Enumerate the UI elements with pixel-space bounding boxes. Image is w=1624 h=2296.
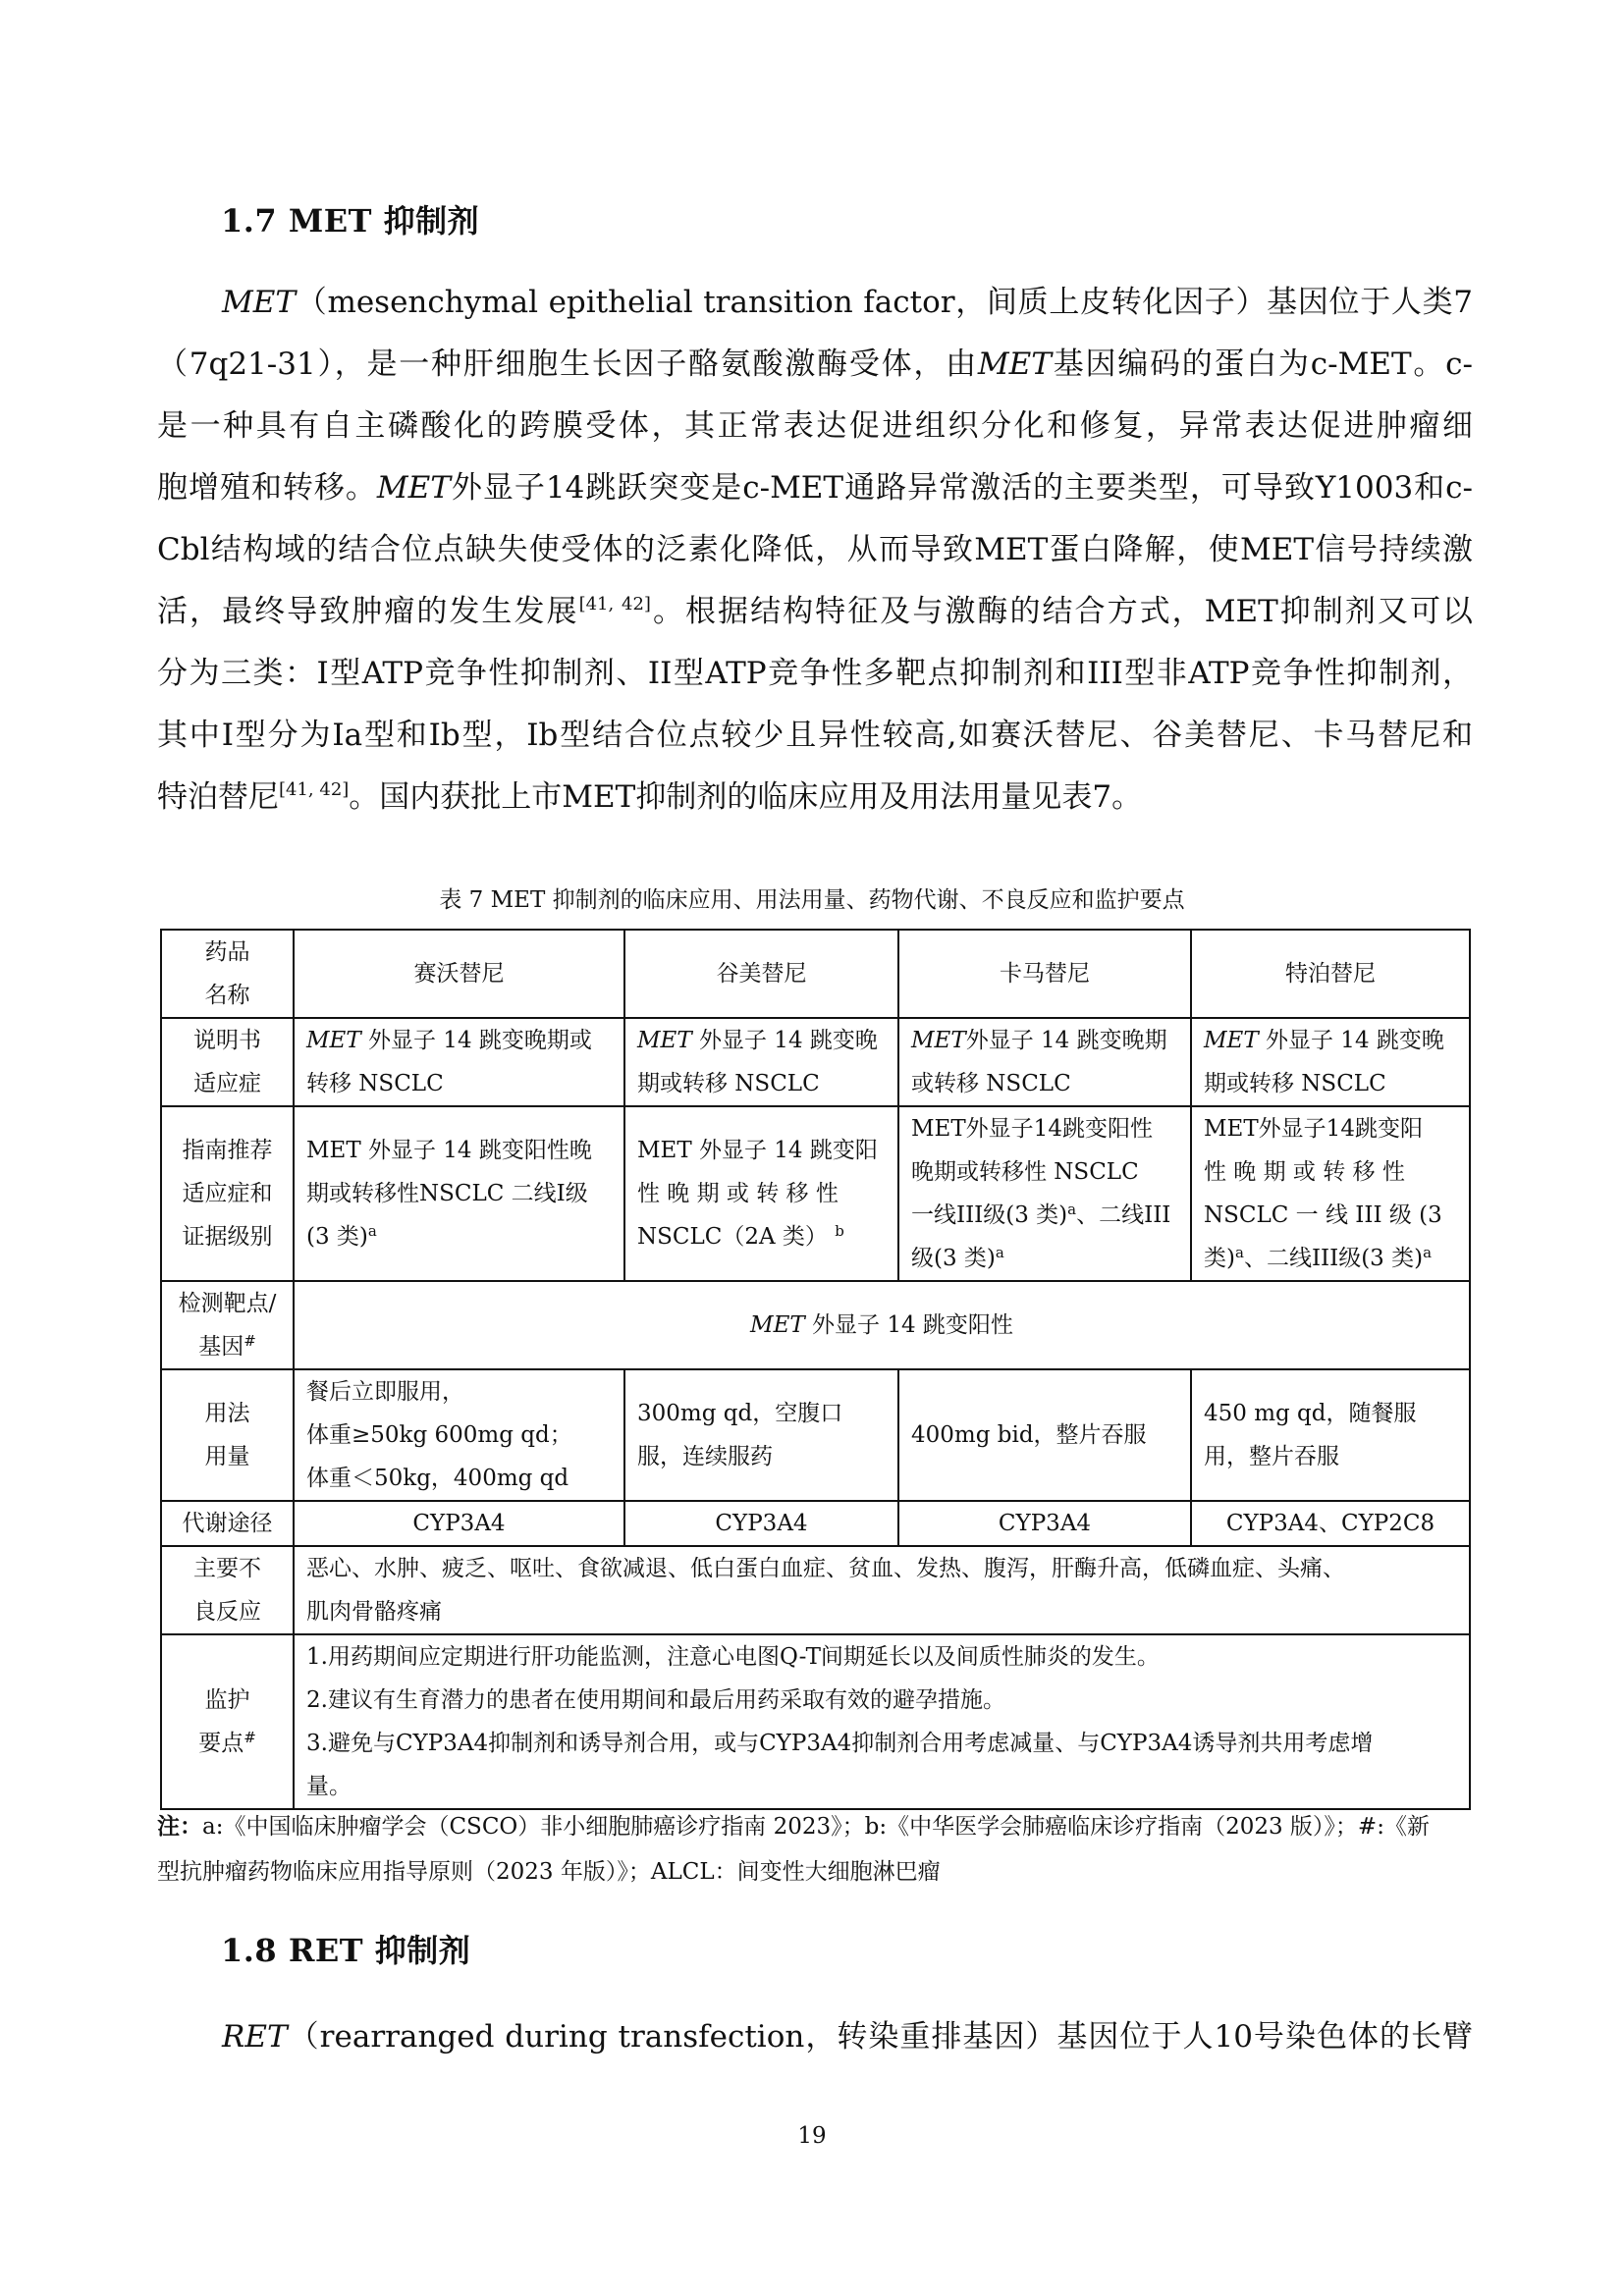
footnote-line: 型抗肿瘤药物临床应用指导原则（2023 年版）》；ALCL：间变性大细胞淋巴瘤	[157, 1859, 941, 1885]
footnote-line: 注：a:《中国临床肿瘤学会（CSCO）非小细胞肺癌诊疗指南 2023》；b:《中华医学会肺癌临床诊疗指南（2023 版）》；#:《新	[157, 1813, 1430, 1840]
table-row	[161, 930, 1470, 1018]
row-label-adverse: 主要不 良反应	[161, 1546, 294, 1634]
table-row	[161, 1501, 1470, 1546]
section-heading-1-8: 1.8 RET 抑制剂	[221, 1932, 471, 1969]
table-cell: 恶心、水肿、疲乏、呕吐、食欲减退、低白蛋白血症、贫血、发热、腹泻，肝酶升高，低磷血症、头痛、 肌肉骨骼疼痛	[294, 1546, 1470, 1634]
table-cell: 1.用药期间应定期进行肝功能监测，注意心电图Q-T间期延长以及间质性肺炎的发生。 2.建议有生育潜力的患者在使用期间和最后用药采取有效的避孕措施。 3.避免与CYP3A4抑制剂和诱导剂合用，或与CYP3A4抑制剂合用考虑减量、与CYP3A4诱导剂共用考虑增 量。	[294, 1634, 1470, 1809]
table-row	[161, 1634, 1470, 1809]
table-row	[161, 1281, 1470, 1369]
drug-header: 谷美替尼	[624, 930, 898, 1018]
page-number: 19	[797, 2123, 827, 2149]
row-label-metabolism: 代谢途径	[161, 1501, 294, 1546]
paragraph-line: Cbl结构域的结合位点缺失使受体的泛素化降低，从而导致MET蛋白降解，使MET信号持续激	[157, 532, 1473, 567]
citation-ref: [41, 42]	[279, 779, 350, 800]
table-cell: MET外显子14跳变阳性 晚期或转移性 NSCLC 一线III级(3 类)$^a$、二线III 级(3 类)$^a$	[898, 1106, 1191, 1281]
table-cell: 400mg bid，整片吞服	[898, 1369, 1191, 1501]
paragraph-line: 是一种具有自主磷酸化的跨膜受体，其正常表达促进组织分化和修复，异常表达促进肿瘤细	[157, 408, 1473, 444]
paragraph-line: （7q21-31），是一种肝细胞生长因子酪氨酸激酶受体，由MET基因编码的蛋白为c-MET。c-	[157, 347, 1473, 382]
table-cell: 餐后立即服用， 体重≥50kg 600mg qd； 体重＜50kg，400mg qd	[294, 1369, 624, 1501]
paragraph-line: RET（rearranged during transfection，转染重排基因）基因位于人10号染色体的长臂	[222, 2019, 1473, 2055]
drug-header: 赛沃替尼	[294, 930, 624, 1018]
row-label-indication: 说明书 适应症	[161, 1018, 294, 1106]
table-cell: MET 外显子 14 跳变阳 性 晚 期 或 转 移 性 NSCLC（2A 类） $^b$	[624, 1106, 898, 1281]
table-cell: MET 外显子 14 跳变晚 期或转移 NSCLC	[1191, 1018, 1470, 1106]
row-label-dosage: 用法 用量	[161, 1369, 294, 1501]
paragraph-line: 特泊替尼[41, 42]。国内获批上市MET抑制剂的临床应用及用法用量见表7。	[157, 779, 1143, 815]
row-label-target: 检测靶点/ 基因#	[161, 1281, 294, 1369]
row-label-guideline: 指南推荐 适应症和 证据级别	[161, 1106, 294, 1281]
table-cell: CYP3A4	[624, 1501, 898, 1546]
paragraph-line: 其中I型分为Ia型和Ib型，Ib型结合位点较少且异性较高,如赛沃替尼、谷美替尼、卡马替尼和	[157, 718, 1473, 753]
met-intro-paragraph	[157, 272, 1473, 828]
row-label-drug-name: 药品 名称	[161, 930, 294, 1018]
table-row	[161, 1369, 1470, 1501]
table-cell: CYP3A4	[294, 1501, 624, 1546]
section-heading-1-7: 1.7 MET 抑制剂	[221, 202, 480, 240]
table-cell: MET 外显子 14 跳变阳性	[294, 1281, 1470, 1369]
table-cell: CYP3A4、CYP2C8	[1191, 1501, 1470, 1546]
table-cell: MET 外显子 14 跳变阳性晚 期或转移性NSCLC 二线I级 (3 类)$^a$	[294, 1106, 624, 1281]
table-cell: MET 外显子 14 跳变晚 期或转移 NSCLC	[624, 1018, 898, 1106]
row-label-monitoring: 监护 要点#	[161, 1634, 294, 1809]
table-cell: MET外显子14跳变阳 性 晚 期 或 转 移 性 NSCLC 一 线 III 级 (3 类)$^a$、二线III级(3 类)$^a$	[1191, 1106, 1470, 1281]
paragraph-line: MET（mesenchymal epithelial transition factor，间质上皮转化因子）基因位于人类7	[222, 285, 1473, 320]
met-inhibitor-table	[160, 929, 1471, 1810]
table-footnote	[157, 1804, 1473, 1895]
table-row	[161, 1546, 1470, 1634]
table-cell: MET外显子 14 跳变晚期 或转移 NSCLC	[898, 1018, 1191, 1106]
drug-header: 特泊替尼	[1191, 930, 1470, 1018]
table-cell: 450 mg qd，随餐服 用，整片吞服	[1191, 1369, 1470, 1501]
table-cell: CYP3A4	[898, 1501, 1191, 1546]
paragraph-line: 分为三类：I型ATP竞争性抑制剂、II型ATP竞争性多靶点抑制剂和III型非ATP竞争性抑制剂，	[157, 656, 1473, 691]
table-row	[161, 1106, 1470, 1281]
paragraph-line: 胞增殖和转移。MET外显子14跳跃突变是c-MET通路异常激活的主要类型，可导致Y1003和c-	[157, 470, 1473, 506]
drug-header: 卡马替尼	[898, 930, 1191, 1018]
paragraph-line: 活，最终导致肿瘤的发生发展[41, 42]。根据结构特征及与激酶的结合方式，MET抑制剂又可以	[157, 594, 1473, 629]
table-cell: 300mg qd，空腹口 服，连续服药	[624, 1369, 898, 1501]
table-row	[161, 1018, 1470, 1106]
ret-intro-paragraph	[157, 2006, 1473, 2068]
table-cell: MET 外显子 14 跳变晚期或 转移 NSCLC	[294, 1018, 624, 1106]
citation-ref: [41, 42]	[578, 594, 651, 614]
table-caption: 表 7 MET 抑制剂的临床应用、用法用量、药物代谢、不良反应和监护要点	[439, 887, 1185, 913]
